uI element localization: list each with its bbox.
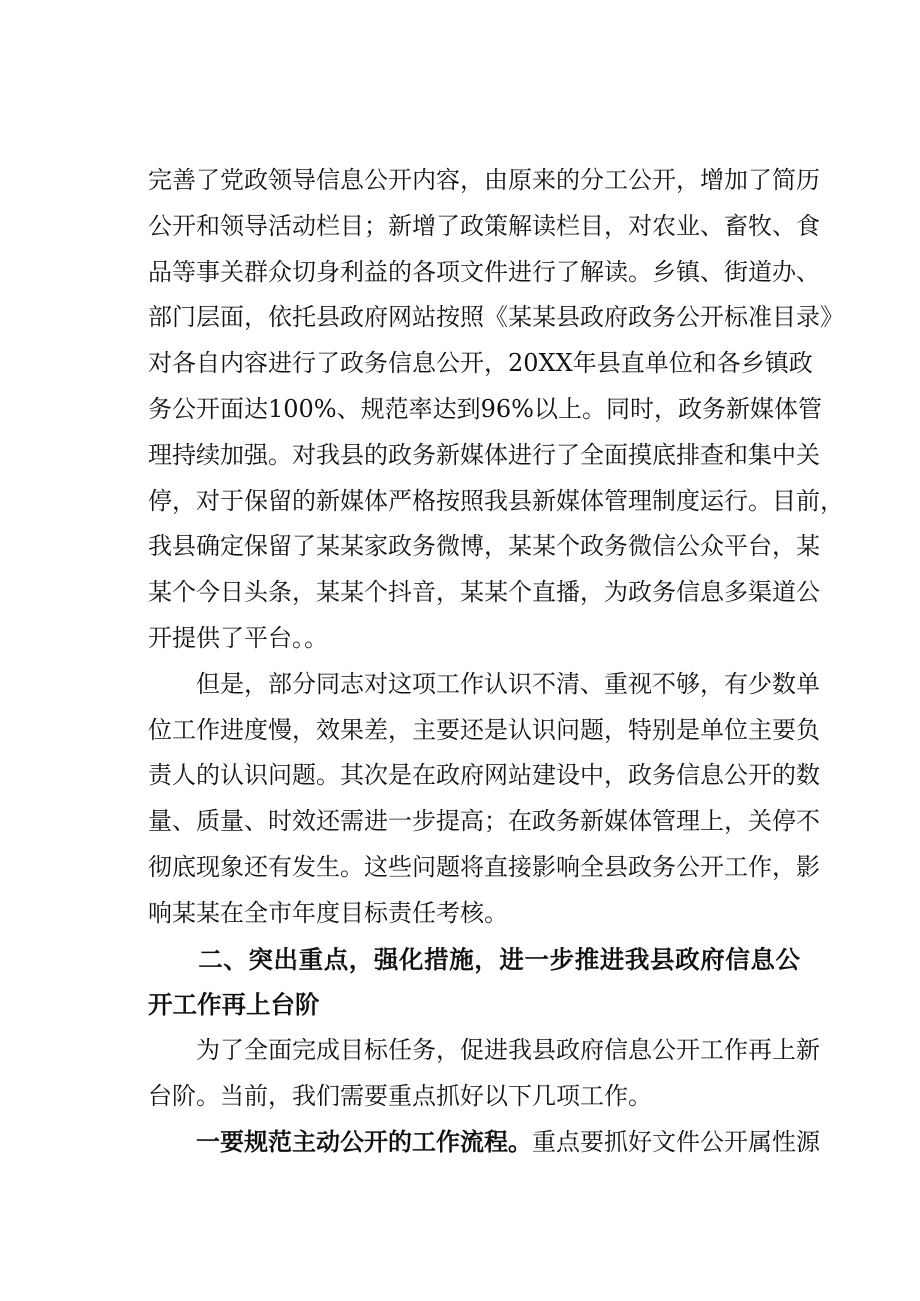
heading-line: 二、突出重点，强化措施，进一步推进我县政府信息公 (148, 944, 800, 974)
text-line: 但是，部分同志对这项工作认识不清、重视不够，有少数单 (148, 669, 820, 698)
text-line: 响某某在全市年度目标责任考核。 (148, 898, 508, 927)
body-text: 重点要抓好文件公开属性源 (532, 1127, 820, 1156)
document-body (148, 158, 844, 1166)
text-line: 务公开面达100%、规范率达到96%以上。同时，政务新媒体管 (148, 394, 822, 423)
paragraph-2 (148, 662, 820, 937)
text-line: 停，对于保留的新媒体严格按照我县新媒体管理制度运行。目前， (148, 486, 844, 515)
text-line: 量、质量、时效还需进一步提高；在政务新媒体管理上，关停不 (148, 807, 820, 836)
heading-line: 开工作再上台阶 (148, 990, 320, 1020)
paragraph-3 (148, 1028, 820, 1120)
section-heading (148, 937, 800, 1029)
text-line: 品等事关群众切身利益的各项文件进行了解读。乡镇、街道办、 (148, 257, 820, 286)
text-line: 台阶。当前，我们需要重点抓好以下几项工作。 (148, 1081, 652, 1110)
text-line: 理持续加强。对我县的政务新媒体进行了全面摸底排查和集中关 (148, 440, 820, 469)
text-line: 位工作进度慢，效果差，主要还是认识问题，特别是单位主要负 (148, 715, 820, 744)
text-line: 责人的认识问题。其次是在政府网站建设中，政务信息公开的数 (148, 761, 820, 790)
text-line: 为了全面完成目标任务，促进我县政府信息公开工作再上新 (148, 1036, 820, 1065)
paragraph-1 (148, 158, 844, 662)
text-line: 完善了党政领导信息公开内容，由原来的分工公开，增加了简历 (148, 166, 820, 194)
text-line: 开提供了平台。。 (148, 623, 328, 652)
text-line: 我县确定保留了某某家政务微博，某某个政务微信公众平台，某 (148, 532, 820, 561)
text-line: 彻底现象还有发生。这些问题将直接影响全县政务公开工作，影 (148, 852, 820, 881)
text-line: 部门层面，依托县政府网站按照《某某县政府政务公开标准目录》 (148, 303, 844, 332)
text-line: 公开和领导活动栏目；新增了政策解读栏目，对农业、畜牧、食 (148, 211, 820, 240)
text-line (148, 1120, 820, 1166)
bold-lead-text: 一要规范主动公开的工作流程。 (148, 1127, 532, 1156)
text-line: 某个今日头条，某某个抖音，某某个直播，为政务信息多渠道公 (148, 578, 820, 607)
paragraph-4 (148, 1120, 820, 1166)
text-line: 对各自内容进行了政务信息公开，20XX年县直单位和各乡镇政 (148, 349, 813, 378)
